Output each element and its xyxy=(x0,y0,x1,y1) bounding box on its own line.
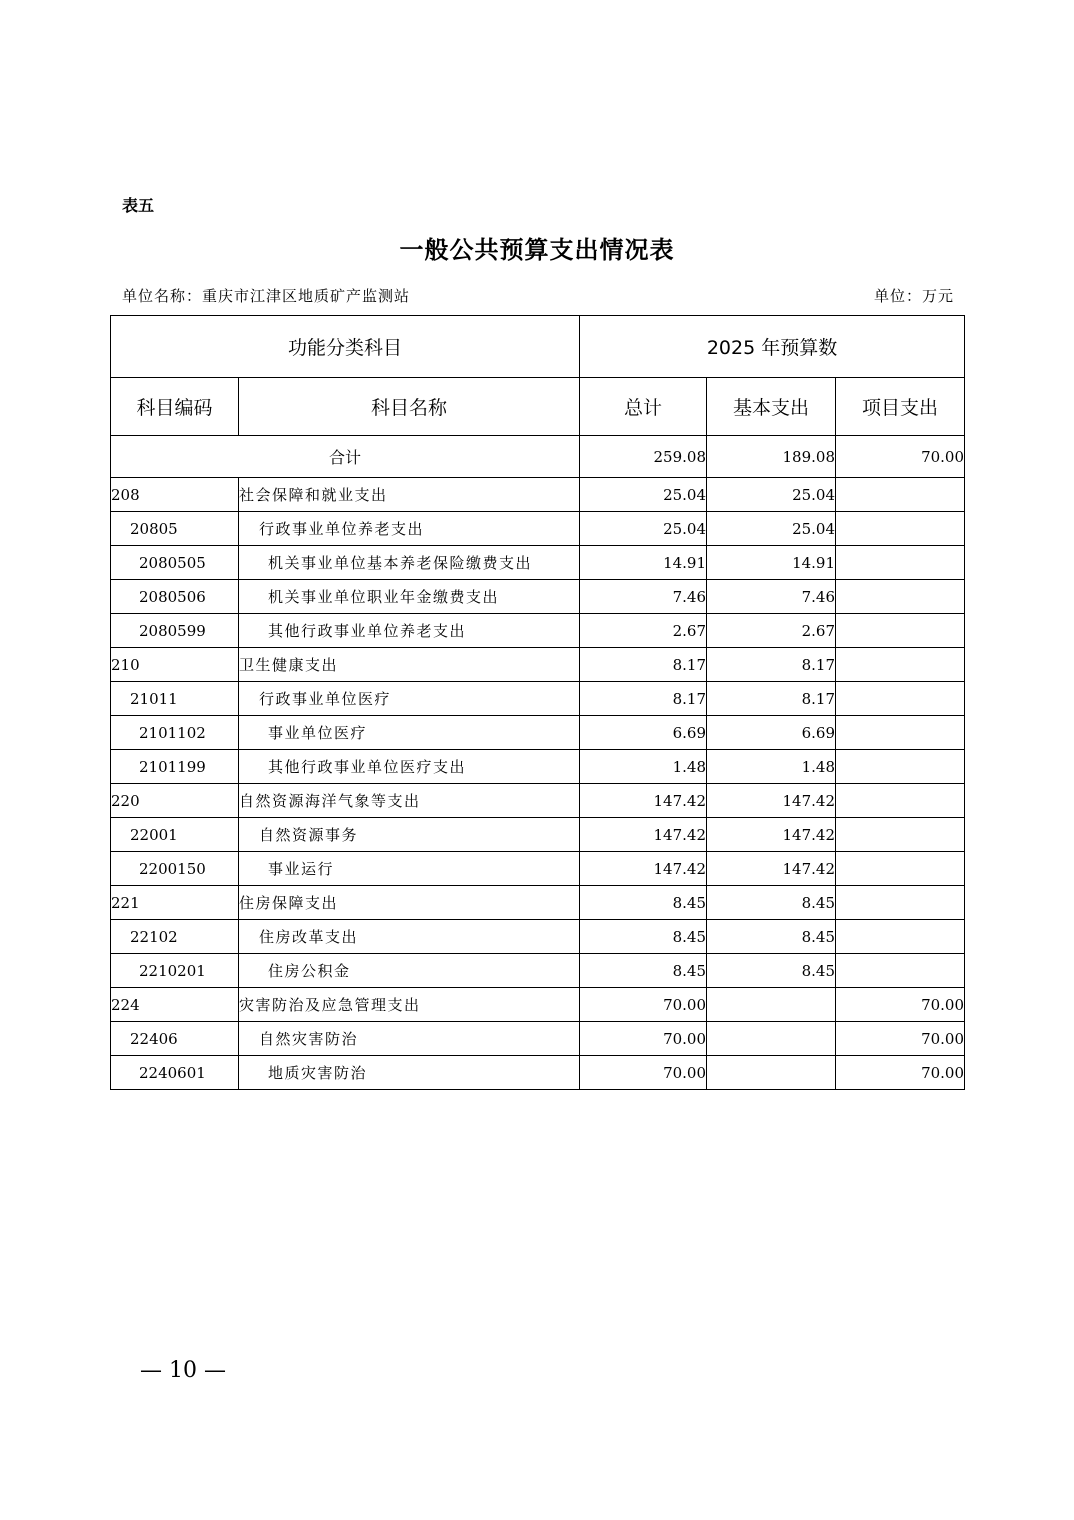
row-name: 自然灾害防治 xyxy=(239,1022,580,1056)
unit-name: 单位名称：重庆市江津区地质矿产监测站 xyxy=(122,287,411,305)
row-basic: 14.91 xyxy=(707,546,836,580)
row-name: 住房公积金 xyxy=(239,954,580,988)
row-project xyxy=(836,512,965,546)
row-code: 2080506 xyxy=(111,580,239,614)
row-name: 社会保障和就业支出 xyxy=(239,478,580,512)
row-basic xyxy=(707,1056,836,1090)
header-basic: 基本支出 xyxy=(707,378,836,436)
total-basic: 189.08 xyxy=(707,436,836,478)
row-total: 1.48 xyxy=(580,750,707,784)
row-total: 25.04 xyxy=(580,478,707,512)
row-basic: 1.48 xyxy=(707,750,836,784)
row-name: 行政事业单位医疗 xyxy=(239,682,580,716)
row-name: 事业运行 xyxy=(239,852,580,886)
row-basic: 2.67 xyxy=(707,614,836,648)
row-project xyxy=(836,648,965,682)
row-code: 21011 xyxy=(111,682,239,716)
budget-table xyxy=(110,315,965,1090)
row-basic: 147.42 xyxy=(707,818,836,852)
row-basic: 6.69 xyxy=(707,716,836,750)
table-row xyxy=(111,852,965,886)
row-code: 2080599 xyxy=(111,614,239,648)
row-total: 7.46 xyxy=(580,580,707,614)
row-code: 22102 xyxy=(111,920,239,954)
row-code: 210 xyxy=(111,648,239,682)
row-project xyxy=(836,682,965,716)
row-name: 地质灾害防治 xyxy=(239,1056,580,1090)
row-basic xyxy=(707,1022,836,1056)
row-project xyxy=(836,784,965,818)
row-code: 22001 xyxy=(111,818,239,852)
row-basic: 7.46 xyxy=(707,580,836,614)
row-project xyxy=(836,920,965,954)
row-basic: 25.04 xyxy=(707,512,836,546)
row-total: 70.00 xyxy=(580,1022,707,1056)
row-project xyxy=(836,954,965,988)
row-code: 20805 xyxy=(111,512,239,546)
row-total: 14.91 xyxy=(580,546,707,580)
total-sum: 259.08 xyxy=(580,436,707,478)
header-row-2 xyxy=(111,378,965,436)
row-name: 机关事业单位职业年金缴费支出 xyxy=(239,580,580,614)
table-row xyxy=(111,886,965,920)
total-project: 70.00 xyxy=(836,436,965,478)
row-total: 8.45 xyxy=(580,954,707,988)
row-code: 208 xyxy=(111,478,239,512)
row-code: 2101199 xyxy=(111,750,239,784)
row-code: 2101102 xyxy=(111,716,239,750)
row-total: 147.42 xyxy=(580,818,707,852)
table-row xyxy=(111,1022,965,1056)
row-project xyxy=(836,886,965,920)
row-basic: 25.04 xyxy=(707,478,836,512)
row-project xyxy=(836,750,965,784)
row-project xyxy=(836,614,965,648)
row-total: 147.42 xyxy=(580,852,707,886)
row-total: 8.17 xyxy=(580,648,707,682)
table-row xyxy=(111,716,965,750)
row-name: 灾害防治及应急管理支出 xyxy=(239,988,580,1022)
row-name: 机关事业单位基本养老保险缴费支出 xyxy=(239,546,580,580)
table-row xyxy=(111,818,965,852)
table-row xyxy=(111,546,965,580)
row-project xyxy=(836,478,965,512)
row-code: 2080505 xyxy=(111,546,239,580)
total-label: 合计 xyxy=(111,436,580,478)
row-basic: 8.17 xyxy=(707,648,836,682)
table-row xyxy=(111,784,965,818)
row-code: 2200150 xyxy=(111,852,239,886)
row-basic: 147.42 xyxy=(707,852,836,886)
row-basic: 8.45 xyxy=(707,954,836,988)
unit-label: 单位：万元 xyxy=(873,287,954,305)
table-row xyxy=(111,682,965,716)
page-number: — 10 — xyxy=(140,1358,226,1383)
row-total: 2.67 xyxy=(580,614,707,648)
row-code: 221 xyxy=(111,886,239,920)
total-row xyxy=(111,436,965,478)
header-budget-year: 2025 年预算数 xyxy=(580,316,965,378)
row-basic: 8.45 xyxy=(707,886,836,920)
row-name: 自然资源海洋气象等支出 xyxy=(239,784,580,818)
row-project xyxy=(836,580,965,614)
table-row xyxy=(111,1056,965,1090)
table-row xyxy=(111,580,965,614)
table-label: 表五 xyxy=(122,196,155,215)
table-row xyxy=(111,988,965,1022)
row-project xyxy=(836,716,965,750)
row-project xyxy=(836,852,965,886)
page-title: 一般公共预算支出情况表 xyxy=(399,235,675,264)
row-code: 2210201 xyxy=(111,954,239,988)
row-total: 6.69 xyxy=(580,716,707,750)
header-category: 功能分类科目 xyxy=(111,316,580,378)
row-code: 22406 xyxy=(111,1022,239,1056)
row-name: 行政事业单位养老支出 xyxy=(239,512,580,546)
row-name: 自然资源事务 xyxy=(239,818,580,852)
header-code: 科目编码 xyxy=(111,378,239,436)
header-total: 总计 xyxy=(580,378,707,436)
table-row xyxy=(111,954,965,988)
row-total: 70.00 xyxy=(580,988,707,1022)
header-row-1 xyxy=(111,316,965,378)
row-total: 8.45 xyxy=(580,886,707,920)
row-code: 2240601 xyxy=(111,1056,239,1090)
row-name: 其他行政事业单位医疗支出 xyxy=(239,750,580,784)
row-basic: 8.45 xyxy=(707,920,836,954)
table-row xyxy=(111,512,965,546)
row-total: 70.00 xyxy=(580,1056,707,1090)
header-project: 项目支出 xyxy=(836,378,965,436)
table-row xyxy=(111,478,965,512)
row-project: 70.00 xyxy=(836,1022,965,1056)
row-project xyxy=(836,546,965,580)
row-name: 住房保障支出 xyxy=(239,886,580,920)
row-total: 147.42 xyxy=(580,784,707,818)
row-basic: 8.17 xyxy=(707,682,836,716)
table-row xyxy=(111,920,965,954)
row-name: 住房改革支出 xyxy=(239,920,580,954)
row-basic: 147.42 xyxy=(707,784,836,818)
row-project xyxy=(836,818,965,852)
row-name: 卫生健康支出 xyxy=(239,648,580,682)
table-row xyxy=(111,750,965,784)
table-row xyxy=(111,648,965,682)
row-total: 8.45 xyxy=(580,920,707,954)
row-project: 70.00 xyxy=(836,988,965,1022)
table-row xyxy=(111,614,965,648)
row-name: 其他行政事业单位养老支出 xyxy=(239,614,580,648)
row-basic xyxy=(707,988,836,1022)
row-project: 70.00 xyxy=(836,1056,965,1090)
row-total: 25.04 xyxy=(580,512,707,546)
header-name: 科目名称 xyxy=(239,378,580,436)
row-code: 224 xyxy=(111,988,239,1022)
row-name: 事业单位医疗 xyxy=(239,716,580,750)
row-code: 220 xyxy=(111,784,239,818)
row-total: 8.17 xyxy=(580,682,707,716)
